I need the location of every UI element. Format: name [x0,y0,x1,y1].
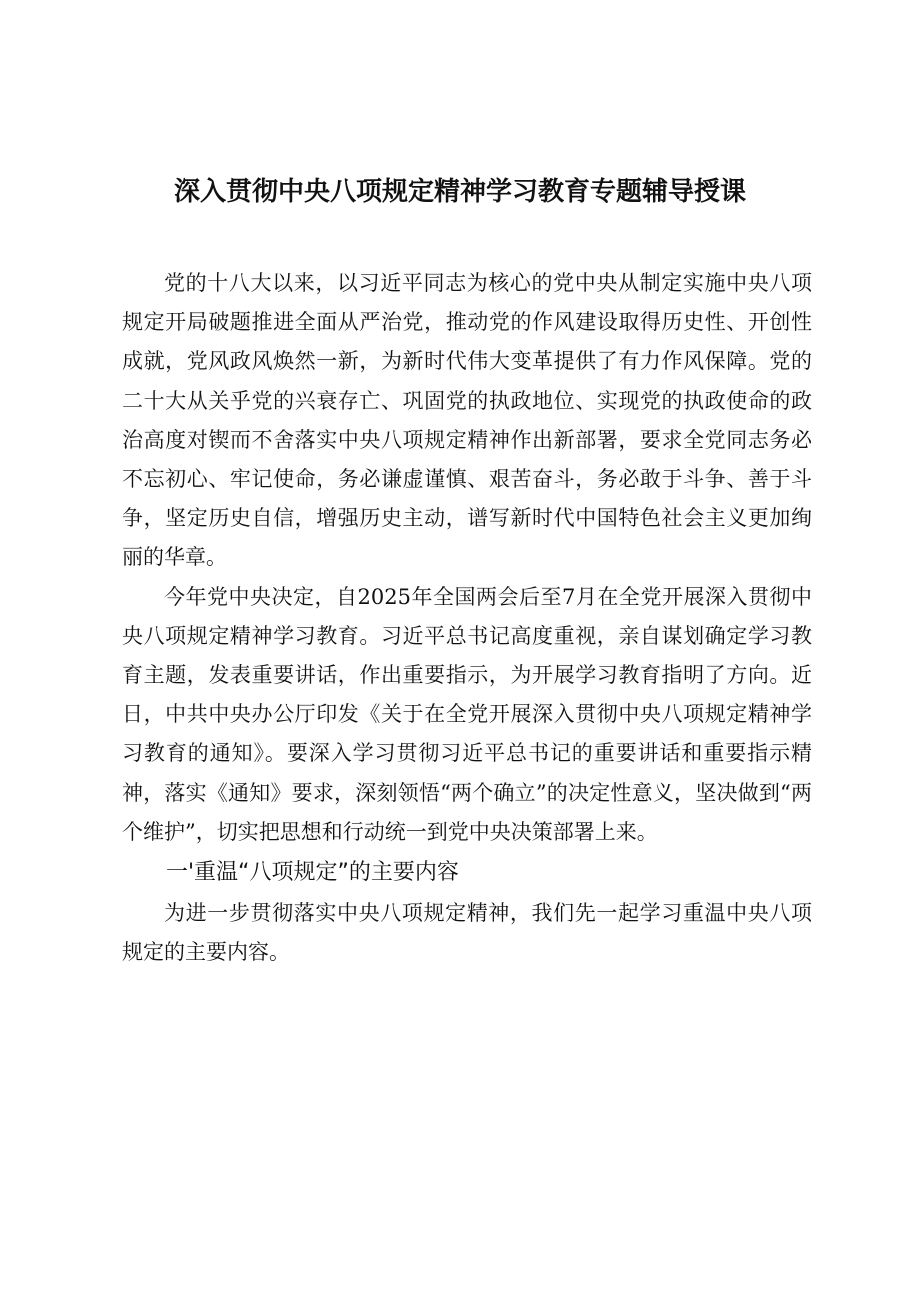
document-body [122,264,812,972]
document-title: 深入贯彻中央八项规定精神学习教育专题辅导授课 [173,177,746,207]
body-paragraph-1: 党的十八大以来，以习近平同志为核心的党中央从制定实施中央八项规定开局破题推进全面从严治党，推动党的作风建设取得历史性、开创性成就，党风政风焕然一新，为新时代伟大变革提供了有力作风保障。党的二十大从关乎党的兴衰存亡、巩固党的执政地位、实现党的执政使命的政治高度对锲而不舍落实中央八项规定精神作出新部署，要求全党同志务必不忘初心、牢记使命，务必谦虚谨慎、艰苦奋斗，务必敢于斗争、善于斗争，坚定历史自信，增强历史主动，谱写新时代中国特色社会主义更加绚丽的华章。 [122,271,812,570]
section-paragraph: 为进一步贯彻落实中央八项规定精神，我们先一起学习重温中央八项规定的主要内容。 [122,901,812,965]
section-heading: 一'重温“八项规定”的主要内容 [166,860,459,886]
body-paragraph-2: 今年党中央决定，自2025年全国两会后至7月在全党开展深入贯彻中央八项规定精神学习教育。习近平总书记高度重视，亲自谋划确定学习教育主题，发表重要讲话，作出重要指示，为开展学习教育指明了方向。近日，中共中央办公厅印发《关于在全党开展深入贯彻中央八项规定精神学习教育的通知》。要深入学习贯彻习近平总书记的重要讲话和重要指示精神，落实《通知》要求，深刻领悟“两个确立”的决定性意义，坚决做到“两个维护”，切实把思想和行动统一到党中央决策部署上来。 [122,584,812,844]
